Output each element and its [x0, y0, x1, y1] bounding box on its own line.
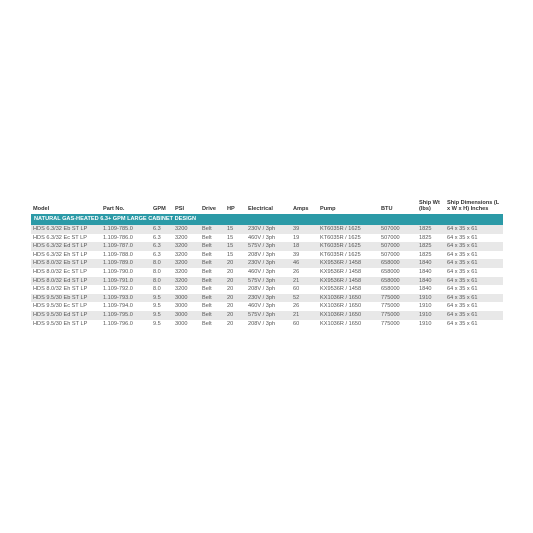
table-cell: 1840 [417, 268, 445, 277]
table-cell: KX9536R / 1458 [318, 277, 379, 286]
table-cell: 1.109-787.0 [101, 242, 151, 251]
table-cell: 20 [225, 268, 246, 277]
table-cell: 3200 [173, 259, 200, 268]
table-cell: 3200 [173, 285, 200, 294]
table-cell: KT6035R / 1625 [318, 242, 379, 251]
table-cell: HDS 8.0/32 Eh ST LP [31, 285, 101, 294]
table-cell: 6.3 [151, 225, 173, 234]
table-cell: KX9536R / 1458 [318, 259, 379, 268]
table-cell: 3200 [173, 234, 200, 243]
table-cell: 460V / 3ph [246, 234, 291, 243]
table-row [31, 268, 503, 277]
table-cell: 52 [291, 294, 318, 303]
table-cell: KT6035R / 1625 [318, 225, 379, 234]
table-cell: 507000 [379, 251, 417, 260]
col-header-pump: Pump [320, 206, 336, 212]
table-cell: 1840 [417, 285, 445, 294]
table-cell: 64 x 35 x 61 [445, 277, 503, 286]
table-cell: 15 [225, 251, 246, 260]
col-header-gpm: GPM [153, 206, 166, 212]
table-cell: 460V / 3ph [246, 268, 291, 277]
table-cell: 64 x 35 x 61 [445, 320, 503, 329]
section-title: NATURAL GAS-HEATED 6.3+ GPM LARGE CABINET DESIGN [31, 214, 503, 225]
section-band [31, 214, 503, 225]
table-cell: 3000 [173, 311, 200, 320]
table-cell: 1.109-792.0 [101, 285, 151, 294]
table-cell: 208V / 3ph [246, 251, 291, 260]
table-cell: 1.109-789.0 [101, 259, 151, 268]
table-cell: Belt [200, 242, 225, 251]
table-cell: 3200 [173, 268, 200, 277]
table-cell: 19 [291, 234, 318, 243]
table-cell: Belt [200, 268, 225, 277]
table-cell: KX1036R / 1650 [318, 320, 379, 329]
table-cell: 9.5 [151, 320, 173, 329]
table-cell: 8.0 [151, 268, 173, 277]
table-cell: HDS 8.0/32 Ed ST LP [31, 277, 101, 286]
table-cell: 775000 [379, 311, 417, 320]
table-cell: 507000 [379, 242, 417, 251]
table-cell: 1825 [417, 225, 445, 234]
col-header-ship-wt: Ship Wt (lbs) [419, 200, 440, 212]
table-row [31, 311, 503, 320]
table-cell: 658000 [379, 285, 417, 294]
table-cell: Belt [200, 277, 225, 286]
table-cell: 46 [291, 259, 318, 268]
table-cell: KX1036R / 1650 [318, 311, 379, 320]
table-cell: KT6035R / 1625 [318, 234, 379, 243]
table-cell: 3000 [173, 320, 200, 329]
table-cell: 8.0 [151, 277, 173, 286]
table-cell: 1825 [417, 251, 445, 260]
table-cell: 1.109-793.0 [101, 294, 151, 303]
table-cell: 9.5 [151, 302, 173, 311]
table-cell: HDS 6.3/32 Eh ST LP [31, 251, 101, 260]
table-cell: 20 [225, 277, 246, 286]
table-cell: 64 x 35 x 61 [445, 234, 503, 243]
table-cell: Belt [200, 302, 225, 311]
table-cell: HDS 6.3/32 Eb ST LP [31, 225, 101, 234]
table-cell: 230V / 3ph [246, 225, 291, 234]
table-cell: 1.109-785.0 [101, 225, 151, 234]
table-cell: 20 [225, 311, 246, 320]
table-cell: 21 [291, 311, 318, 320]
col-header-amps: Amps [293, 206, 309, 212]
table-cell: Belt [200, 320, 225, 329]
table-cell: Belt [200, 259, 225, 268]
table-cell: Belt [200, 294, 225, 303]
table-cell: 1.109-794.0 [101, 302, 151, 311]
table-cell: 507000 [379, 234, 417, 243]
table-cell: 1910 [417, 311, 445, 320]
table-cell: 230V / 3ph [246, 294, 291, 303]
table-cell: 39 [291, 225, 318, 234]
table-row [31, 259, 503, 268]
table-cell: HDS 9.5/30 Eh ST LP [31, 320, 101, 329]
table-cell: 208V / 3ph [246, 285, 291, 294]
table-row [31, 302, 503, 311]
table-cell: 6.3 [151, 242, 173, 251]
table-cell: 1840 [417, 277, 445, 286]
table-cell: 15 [225, 234, 246, 243]
header-row [31, 194, 503, 214]
table-cell: HDS 9.5/30 Ec ST LP [31, 302, 101, 311]
table-cell: Belt [200, 225, 225, 234]
table-cell: 21 [291, 277, 318, 286]
table-cell: 9.5 [151, 311, 173, 320]
col-header-part-no: Part No. [103, 206, 125, 212]
table-cell: 208V / 3ph [246, 320, 291, 329]
table-cell: 460V / 3ph [246, 302, 291, 311]
table-cell: 1840 [417, 259, 445, 268]
table-cell: 3200 [173, 225, 200, 234]
table-cell: KX1036R / 1650 [318, 302, 379, 311]
table-cell: HDS 8.0/32 Ec ST LP [31, 268, 101, 277]
table-cell: 26 [291, 302, 318, 311]
table-cell: 64 x 35 x 61 [445, 302, 503, 311]
table-cell: 26 [291, 268, 318, 277]
table-cell: HDS 9.5/30 Eb ST LP [31, 294, 101, 303]
table-cell: 575V / 3ph [246, 311, 291, 320]
spec-table [31, 194, 503, 328]
table-row [31, 234, 503, 243]
table-cell: 658000 [379, 259, 417, 268]
table-cell: Belt [200, 234, 225, 243]
table-cell: 3200 [173, 251, 200, 260]
table-cell: 1910 [417, 302, 445, 311]
table-cell: 1910 [417, 320, 445, 329]
table-cell: HDS 6.3/32 Ec ST LP [31, 234, 101, 243]
col-header-btu: BTU [381, 206, 393, 212]
table-cell: 39 [291, 251, 318, 260]
col-header-ship-dimensions: Ship Dimensions (L x W x H) Inches [447, 200, 500, 212]
table-row [31, 294, 503, 303]
table-cell: 1.109-791.0 [101, 277, 151, 286]
table-cell: 3000 [173, 294, 200, 303]
table-cell: 575V / 3ph [246, 242, 291, 251]
table-cell: 8.0 [151, 285, 173, 294]
table-cell: 507000 [379, 225, 417, 234]
table-cell: 6.3 [151, 251, 173, 260]
table-cell: 3200 [173, 242, 200, 251]
table-cell: HDS 6.3/32 Ed ST LP [31, 242, 101, 251]
table-cell: Belt [200, 251, 225, 260]
col-header-electrical: Electrical [248, 206, 273, 212]
table-cell: 64 x 35 x 61 [445, 268, 503, 277]
table-cell: 64 x 35 x 61 [445, 285, 503, 294]
table-cell: 1.109-795.0 [101, 311, 151, 320]
table-cell: 775000 [379, 302, 417, 311]
table-cell: 3200 [173, 277, 200, 286]
table-cell: 8.0 [151, 259, 173, 268]
table-cell: 64 x 35 x 61 [445, 251, 503, 260]
table-cell: 60 [291, 285, 318, 294]
col-header-drive: Drive [202, 206, 216, 212]
table-cell: 658000 [379, 277, 417, 286]
table-cell: 64 x 35 x 61 [445, 311, 503, 320]
table-cell: 20 [225, 259, 246, 268]
table-cell: KT6035R / 1625 [318, 251, 379, 260]
table-cell: Belt [200, 285, 225, 294]
table-row [31, 277, 503, 286]
table-cell: 20 [225, 285, 246, 294]
table-row [31, 251, 503, 260]
table-cell: 15 [225, 225, 246, 234]
table-row [31, 320, 503, 329]
table-cell: 1.109-786.0 [101, 234, 151, 243]
table-cell: 1825 [417, 242, 445, 251]
col-header-model: Model [33, 206, 50, 212]
table-cell: 1910 [417, 294, 445, 303]
table-cell: 775000 [379, 320, 417, 329]
table-cell: HDS 9.5/30 Ed ST LP [31, 311, 101, 320]
spec-sheet [31, 194, 503, 328]
table-cell: HDS 8.0/32 Eb ST LP [31, 259, 101, 268]
table-cell: Belt [200, 311, 225, 320]
table-cell: 3000 [173, 302, 200, 311]
table-cell: 18 [291, 242, 318, 251]
col-header-psi: PSI [175, 206, 185, 212]
table-row [31, 225, 503, 234]
table-cell: 64 x 35 x 61 [445, 294, 503, 303]
table-cell: 658000 [379, 268, 417, 277]
table-cell: 60 [291, 320, 318, 329]
table-cell: 575V / 3ph [246, 277, 291, 286]
table-cell: 15 [225, 242, 246, 251]
table-cell: 230V / 3ph [246, 259, 291, 268]
table-cell: 64 x 35 x 61 [445, 259, 503, 268]
table-cell: 1.109-788.0 [101, 251, 151, 260]
col-header-hp: HP [227, 206, 235, 212]
table-cell: 20 [225, 320, 246, 329]
table-cell: KX1036R / 1650 [318, 294, 379, 303]
table-cell: 1.109-796.0 [101, 320, 151, 329]
table-cell: 6.3 [151, 234, 173, 243]
table-cell: 20 [225, 302, 246, 311]
table-cell: 64 x 35 x 61 [445, 225, 503, 234]
table-cell: KX9536R / 1458 [318, 285, 379, 294]
table-row [31, 285, 503, 294]
table-cell: 20 [225, 294, 246, 303]
table-cell: 9.5 [151, 294, 173, 303]
table-cell: 1.109-790.0 [101, 268, 151, 277]
table-row [31, 242, 503, 251]
table-cell: 1825 [417, 234, 445, 243]
table-cell: 775000 [379, 294, 417, 303]
table-cell: 64 x 35 x 61 [445, 242, 503, 251]
table-cell: KX9536R / 1458 [318, 268, 379, 277]
